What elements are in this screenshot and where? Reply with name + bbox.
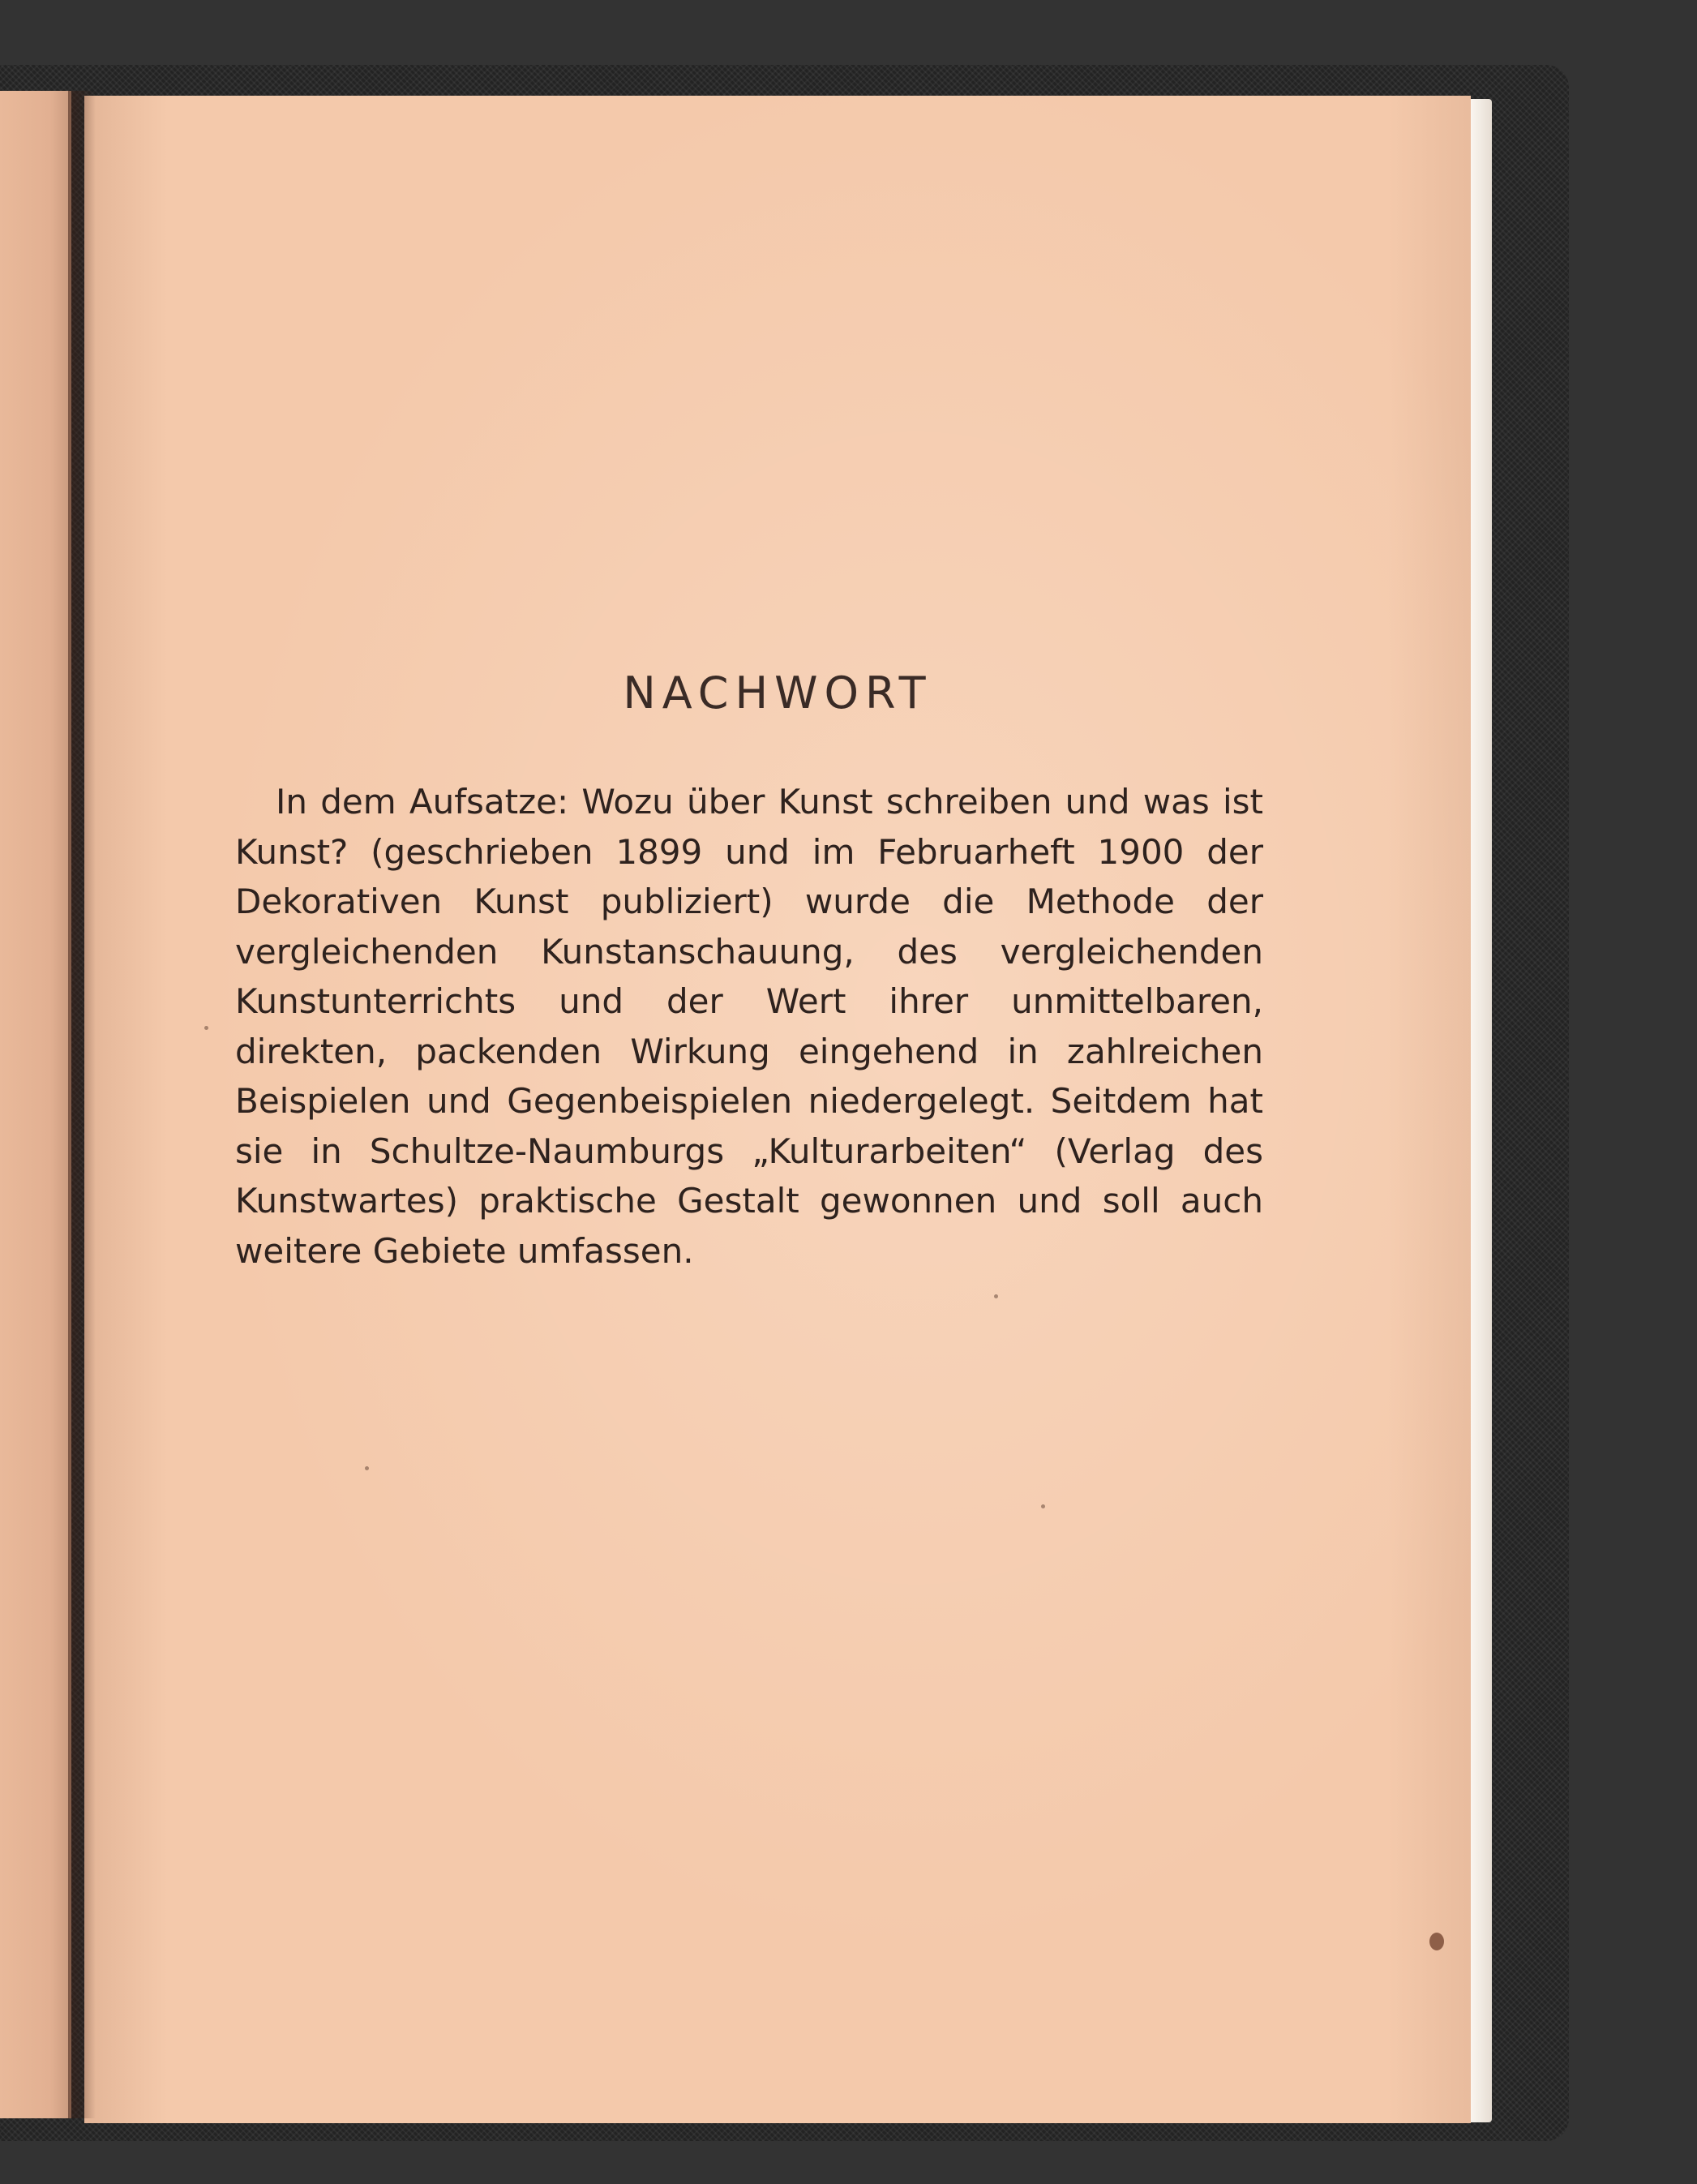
gutter-shadow — [68, 91, 96, 2118]
paper-speck — [1041, 1504, 1045, 1508]
paper-speck — [994, 1294, 998, 1298]
book-page — [84, 96, 1471, 2123]
page-heading: NACHWORT — [623, 667, 932, 719]
paper-speck — [365, 1466, 369, 1470]
body-paragraph: In dem Aufsatze: Wozu über Kunst schreiben und was ist Kunst? (geschrieben 1899 und im Februarheft 1900 der Dekorativen Kunst publiziert) wurde die Methode der vergleichenden Kunstanschauung, des vergleichenden Kunstunterrichts und der Wert ihrer unmittelbaren, direkten, packenden Wirkung eingehend in zahlreichen Beispielen und Gegenbeispielen niedergelegt. Seitdem hat sie in Schultze-Naumburgs „Kulturarbeiten“ (Verlag des Kunstwartes) praktische Gestalt gewonnen und soll auch weitere Gebiete umfassen. — [235, 782, 1263, 1271]
paper-blemish — [1429, 1933, 1444, 1950]
left-page-edge — [0, 91, 71, 2118]
paper-speck — [204, 1026, 208, 1030]
